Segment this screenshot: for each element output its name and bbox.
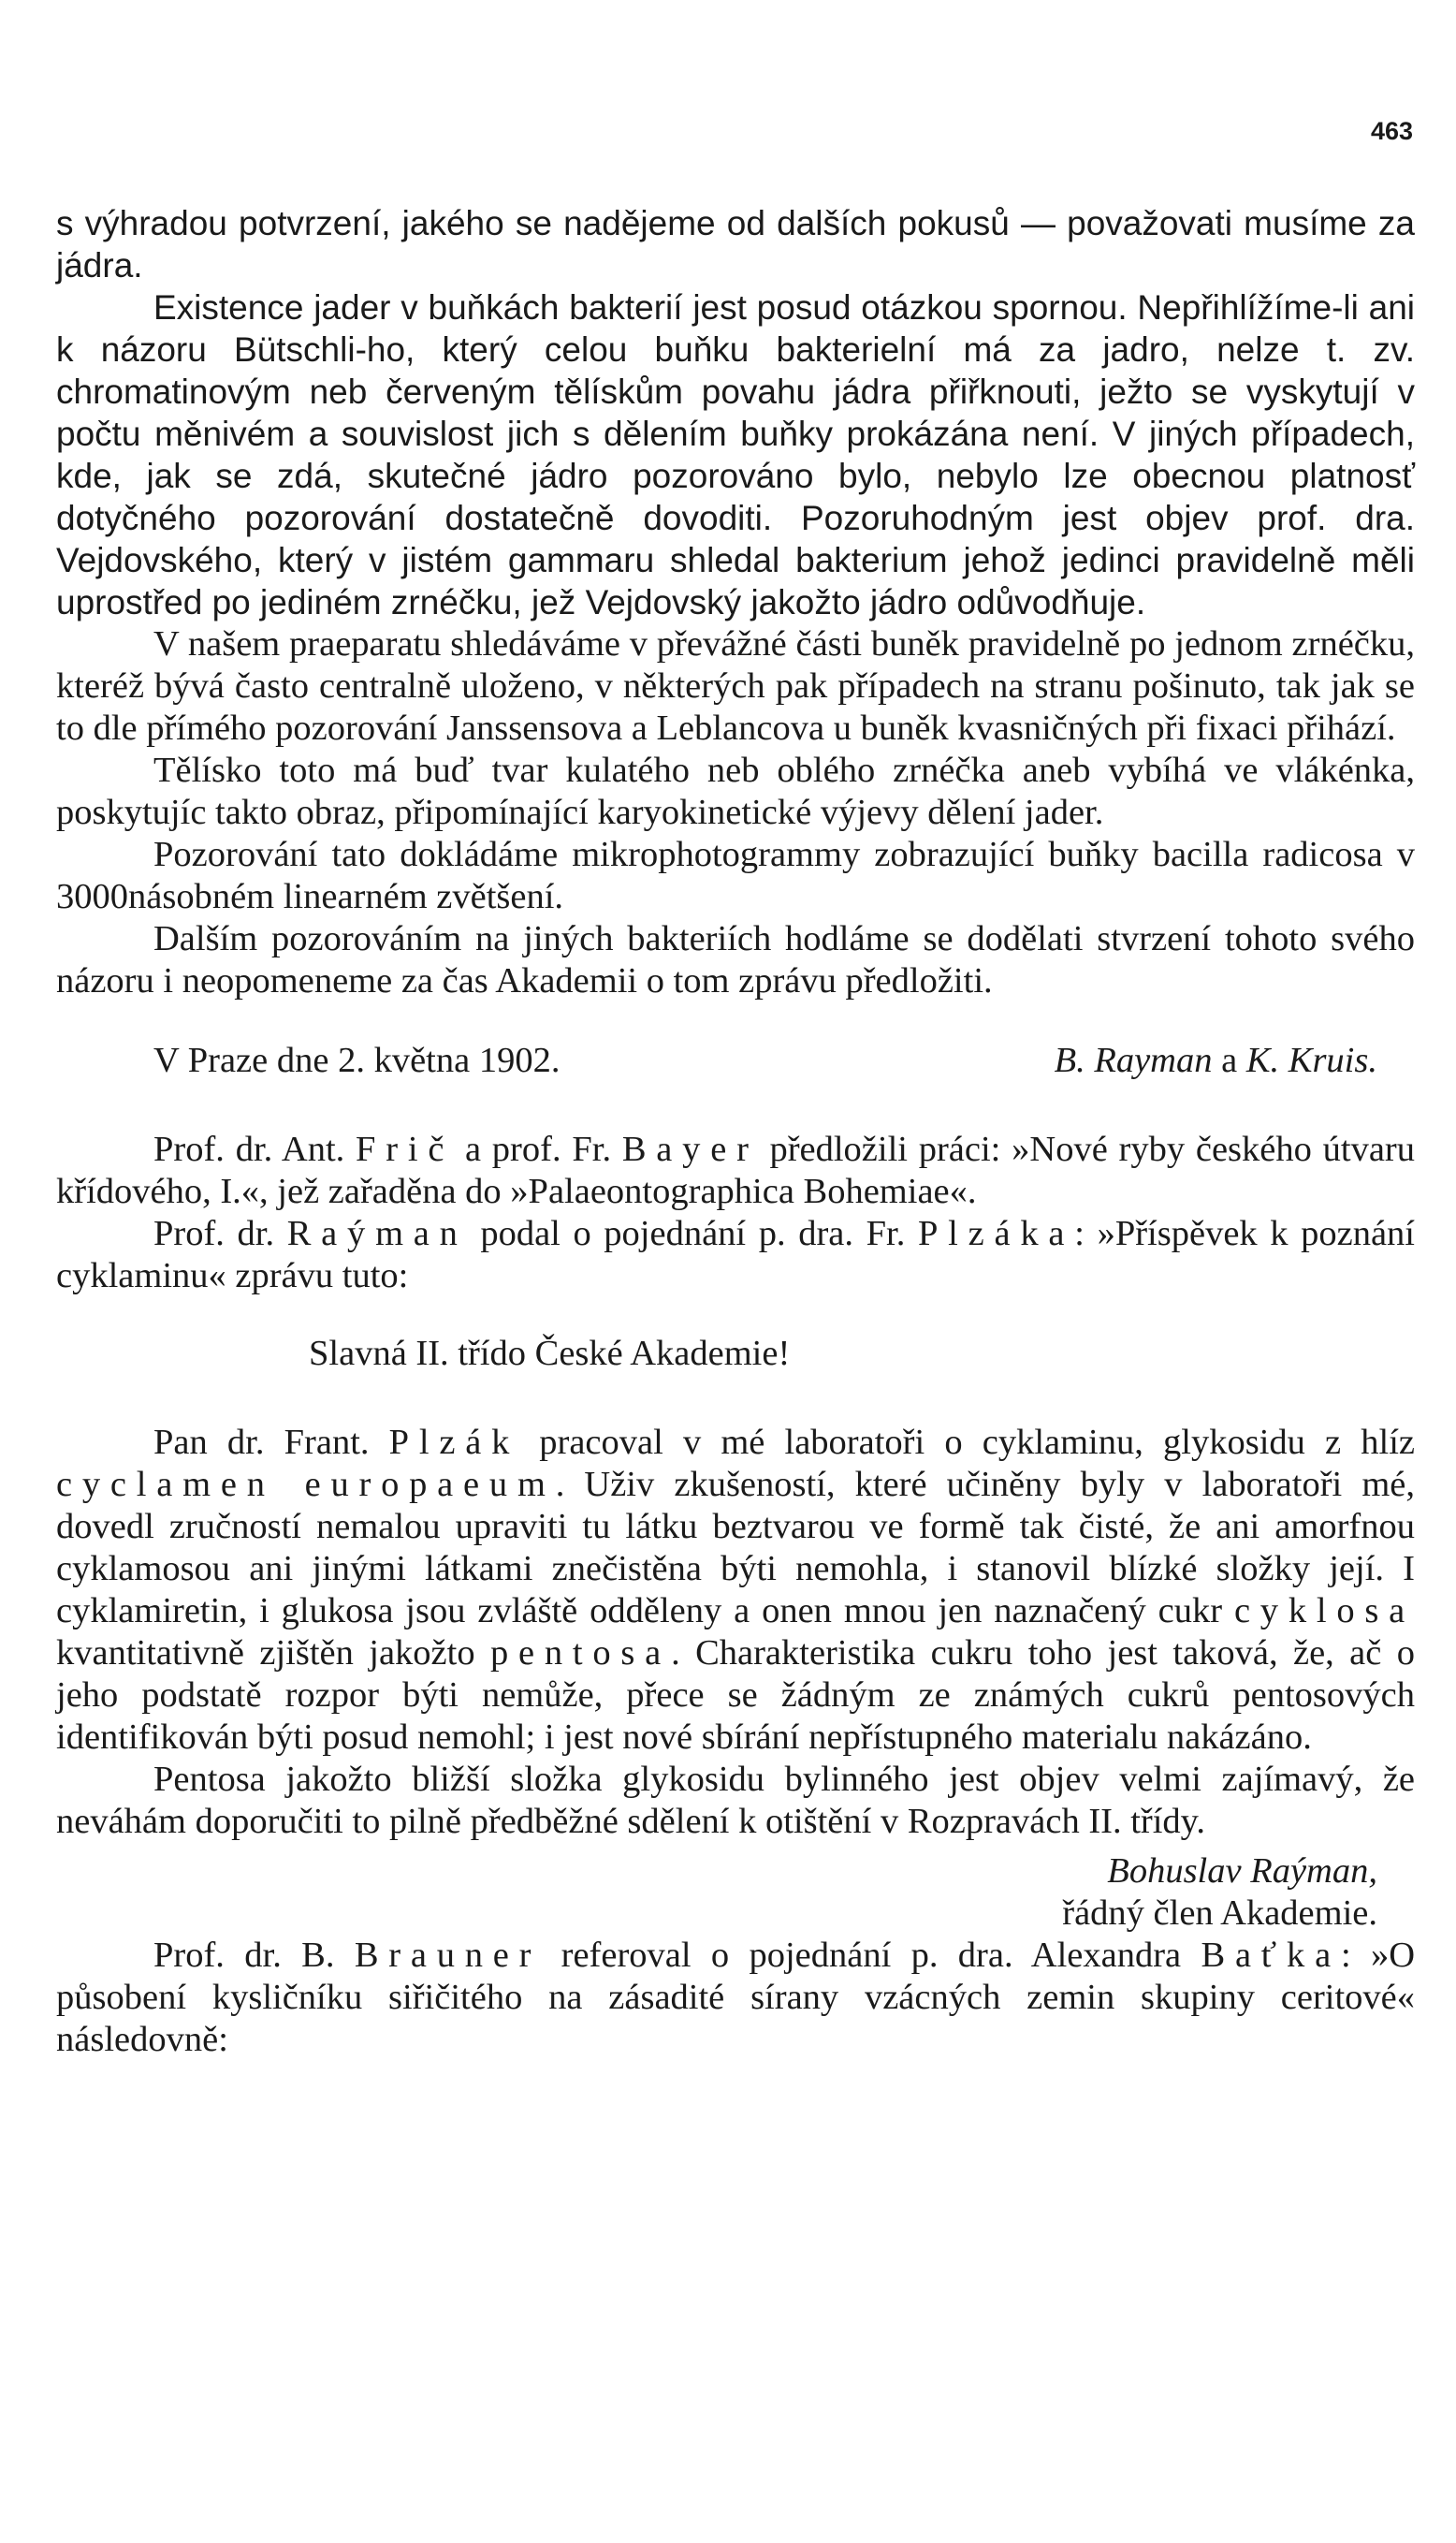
- author-2: K. Kruis.: [1245, 1041, 1377, 1080]
- body-text: [56, 202, 1415, 2061]
- p11-name-batek: Baťka: [1201, 1936, 1341, 1975]
- page-number: 463: [1370, 117, 1413, 145]
- author-conjunction: a: [1221, 1041, 1238, 1080]
- paragraph-5: Pozorování tato dokládáme mikrophotogrammy zobrazující buňky bacilla radicosa v 3000násobném linearném zvětšení.: [56, 835, 1415, 916]
- p9-name-cyklosa: cyklosa: [1233, 1591, 1416, 1630]
- paragraph-7: [56, 1129, 1415, 1213]
- paragraph-11: [56, 1935, 1415, 2061]
- p9-part-c: . Uživ zkušeností, které učiněny byly v laboratoři mé, dovedl zručností nemalou upraviti tu látku beztvarou ve formě tak čisté, že ani amorfnou cyklamosou ani jinými látkami znečistěna býti nemohla, i stanovil blízké složky její. I cyklamiretin, i glukosa jsou zvláště odděleny a onen mnou jen naznačený cukr: [56, 1465, 1416, 1630]
- author-1: B. Rayman: [1054, 1041, 1213, 1080]
- p8-part-c: : »Příspěvek k poznání cyklaminu« zprávu tuto:: [56, 1214, 1415, 1295]
- dateline: [56, 1040, 1415, 1082]
- p9-name-cyclamen: cyclamen europaeum: [56, 1465, 556, 1504]
- paragraph-3: V našem praeparatu shledáváme v převážné části buněk pravidelně po jednom zrnéčku, kteréž bývá často centralně uloženo, v některých pak případech na stranu pošinuto, tak jak se to dle přímého pozorování Janssensova a Leblancova u buněk kvasničných při fixaci přihází.: [56, 624, 1415, 748]
- p11-part-c: : »O působení kysličníku siřičitého na zásadité sírany vzácných zemin skupiny ceritové« následovně:: [56, 1936, 1416, 2059]
- p9-part-d: kvantitativně zjištěn jakožto: [56, 1633, 475, 1673]
- p11-part-a: Prof. dr. B.: [153, 1936, 335, 1975]
- p9-part-e: . Charakteristika cukru toho jest taková, že, ač o jeho podstatě rozpor býti nemůže, přece se žádným ze známých cukrů pentosových identifikován býti posud nemohl; i jest nové sbírání nepřístupného materialu nakázáno.: [56, 1633, 1415, 1757]
- p9-name-plzak: Plzák: [388, 1423, 520, 1462]
- signature-name: Bohuslav Raýman,: [1107, 1851, 1377, 1891]
- p8-name-rayman: Raýman: [286, 1214, 468, 1253]
- p11-part-b: referoval o pojednání p. dra. Alexandra: [561, 1936, 1182, 1975]
- p11-name-brauner: Brauner: [354, 1936, 542, 1975]
- paragraph-8: [56, 1213, 1415, 1297]
- p9-name-pentosa: pentosa: [489, 1633, 672, 1673]
- p7-name-fric: Frič: [356, 1130, 455, 1169]
- p8-part-b: podal o pojednání p. dra. Fr.: [480, 1214, 906, 1253]
- p9-part-b: pracoval v mé laboratoři o cyklaminu, glykosidu z hlíz: [539, 1423, 1416, 1462]
- signature-title: řádný člen Akademie.: [1062, 1893, 1377, 1933]
- p9-part-a: Pan dr. Frant.: [153, 1423, 370, 1462]
- paragraph-9: [56, 1422, 1415, 1759]
- paragraph-10: Pentosa jakožto bližší složka glykosidu bylinného jest objev velmi zajímavý, že neváhám doporučiti to pilně předběžné sdělení k otištění v Rozpravách II. třídy.: [56, 1760, 1415, 1841]
- signature-block: [56, 1850, 1415, 1935]
- p7-part-b: a prof. Fr.: [464, 1130, 612, 1169]
- p8-part-a: Prof. dr.: [153, 1214, 275, 1253]
- paragraph-4: Tělísko toto má buď tvar kulatého neb oblého zrnéčka aneb vybíhá ve vlákénka, poskytujíc takto obraz, připomínající karyokinetické výjevy dělení jader.: [56, 751, 1415, 832]
- paragraph-6: Dalším pozorováním na jiných bakteriích hodláme se dodělati stvrzení tohoto svého názoru i neopomeneme za čas Akademii o tom zprávu předložiti.: [56, 919, 1415, 1001]
- p8-name-plzak: Plzáka: [917, 1214, 1075, 1253]
- paragraph-1: s výhradou potvrzení, jakého se nadějeme od dalších pokusů — považovati musíme za jádra.: [56, 204, 1415, 285]
- p7-name-bayer: Bayer: [621, 1130, 759, 1169]
- place-date: V Praze dne 2. května 1902.: [153, 1041, 561, 1080]
- authors: [1055, 1040, 1377, 1082]
- p7-part-c: předložili práci: »Nové ryby českého útvaru křídového, I.«, jež zařaděna do »Palaeontographica Bohemiae«.: [56, 1130, 1415, 1211]
- address-heading: Slavná II. třído České Akademie!: [309, 1334, 791, 1373]
- paragraph-2: Existence jader v buňkách bakterií jest posud otázkou spornou. Nepřihlížíme-li ani k názoru Bütschli-ho, který celou buňku bakterielní má za jadro, nelze t. zv. chromatinovým neb červeným tělískům povahu jádra přiřknouti, ježto se vyskytují v počtu měnivém a souvislost jich s dělením buňky prokázána není. V jiných případech, kde, jak se zdá, skutečné jádro pozorováno bylo, nebylo lze obecnou platnosť dotyčného pozorování dostatečně dovoditi. Pozoruhodným jest objev prof. dra. Vejdovského, který v jistém gammaru shledal bakterium jehož jedinci pravidelně měli uprostřed po jediném zrnéčku, jež Vejdovský jakožto jádro odůvodňuje.: [56, 288, 1415, 621]
- p7-part-a: Prof. dr. Ant.: [153, 1130, 345, 1169]
